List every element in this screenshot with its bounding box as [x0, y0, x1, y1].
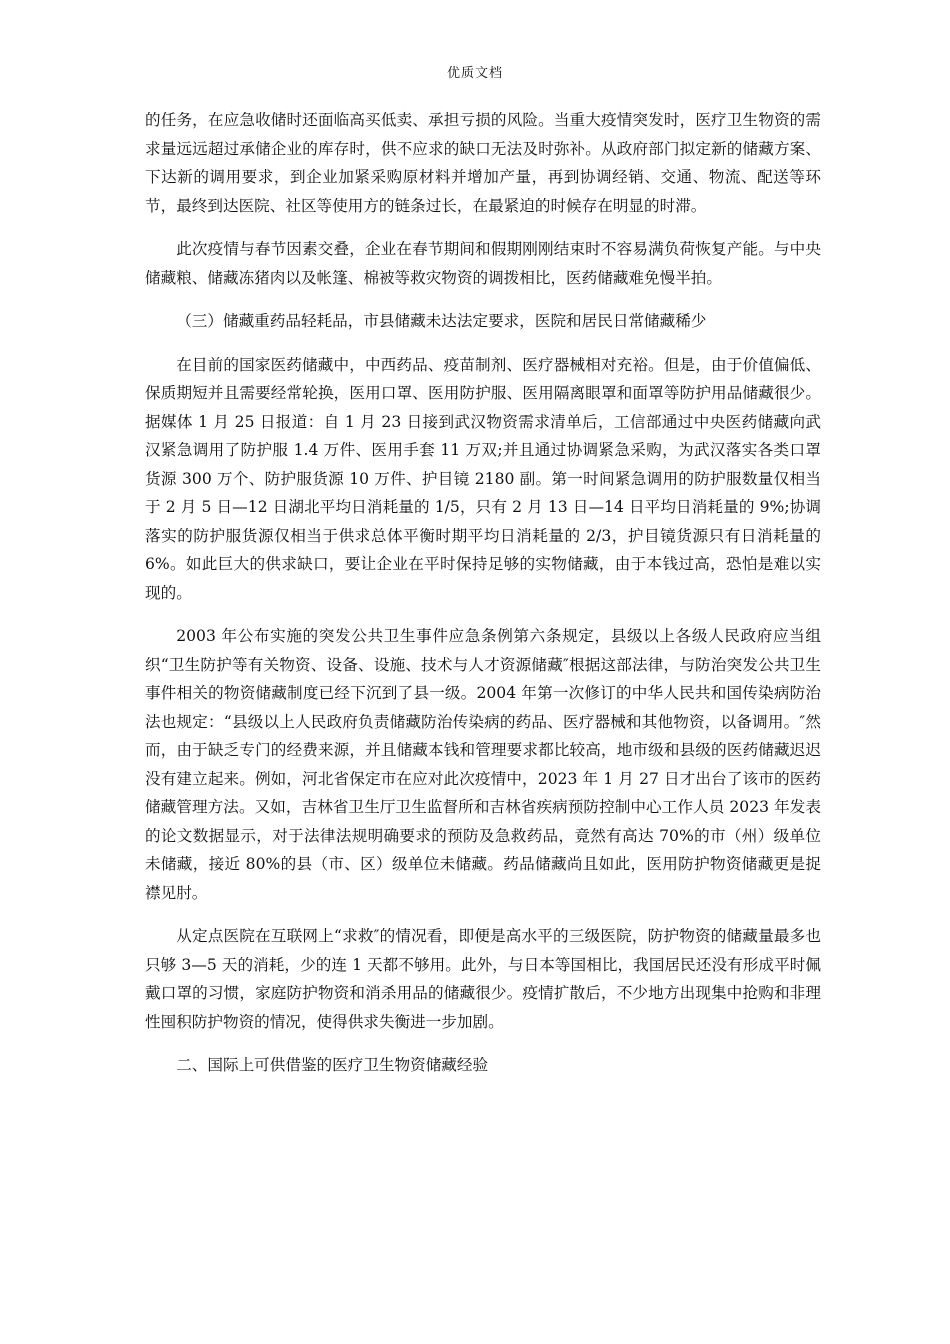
document-body — [145, 106, 821, 1095]
section-heading-2: 二、国际上可供借鉴的医疗卫生物资储藏经验 — [176, 1056, 489, 1074]
paragraph-spring-festival: 此次疫情与春节因素交叠，企业在春节期间和假期刚刚结束时不容易满负荷恢复产能。与中央储藏粮、储藏冻猪肉以及帐篷、棉被等救灾物资的调拨相比，医药储藏难免慢半拍。 — [145, 240, 821, 287]
paragraph-regulations: 2003 年公布实施的突发公共卫生事件应急条例第六条规定，县级以上各级人民政府应当组织“卫生防护等有关物资、设备、设施、技术与人才资源储藏″根据这部法律，与防治突发公共卫生事件相关的物资储藏制度已经下沉到了县一级。2004 年第一次修订的中华人民共和国传染病防治法也规定：“县级以上人民政府负责储藏防治传染病的药品、医疗器械和其他物资，以备调用。″然而，由于缺乏专门的经费来源，并且储藏本钱和管理要求都比较高，地市级和县级的医药储藏迟迟没有建立起来。例如，河北省保定市在应对此次疫情中，2023 年 1 月 27 日才出台了该市的医药储藏管理方法。又如，吉林省卫生厅卫生监督所和吉林省疾病预防控制中心工作人员 2023 年发表的论文数据显示，对于法律法规明确要求的预防及急救药品，竟然有高达 70%的市（州）级单位未储藏，接近 80%的县（市、区）级单位未储藏。药品储藏尚且如此，医用防护物资储藏更是捉襟见肘。 — [145, 627, 821, 902]
section-heading-3: （三）储藏重药品轻耗品，市县储藏未达法定要求，医院和居民日常储藏稀少 — [176, 312, 707, 330]
page-header: 优质文档 — [446, 66, 503, 81]
paragraph-national-reserve: 在目前的国家医药储藏中，中西药品、疫苗制剂、医疗器械相对充裕。但是，由于价值偏低、保质期短并且需要经常轮换，医用口罩、医用防护服、医用隔离眼罩和面罩等防护用品储藏很少。据媒体 1 月 25 日报道：自 1 月 23 日接到武汉物资需求清单后，工信部通过中央医药储藏向武汉紧急调用了防护服 1.4 万件、医用手套 11 万双;并且通过协调紧急采购，为武汉落实各类口罩货源 300 万个、防护服货源 10 万件、护目镜 2180 副。第一时间紧急调用的防护服数量仅相当于 2 月 5 日—12 日湖北平均日消耗量的 1/5，只有 2 月 13 日—14 日平均日消耗量的 9%;协调落实的防护服货源仅相当于供求总体平衡时期平均日消耗量的 2/3，护目镜货源只有日消耗量的 6%。如此巨大的供求缺口，要让企业在平时保持足够的实物储藏，由于本钱过高，恐怕是难以实现的。 — [145, 355, 821, 602]
paragraph-continuation: 的任务，在应急收储时还面临高买低卖、承担亏损的风险。当重大疫情突发时，医疗卫生物资的需求量远远超过承储企业的库存时，供不应求的缺口无法及时弥补。从政府部门拟定新的储藏方案、下达新的调用要求，到企业加紧采购原材料并增加产量，再到协调经销、交通、物流、配送等环节，最终到达医院、社区等使用方的链条过长，在最紧迫的时候存在明显的时滞。 — [145, 111, 821, 215]
paragraph-hospital-reserve: 从定点医院在互联网上“求救″的情况看，即便是高水平的三级医院，防护物资的储藏量最多也只够 3—5 天的消耗，少的连 1 天都不够用。此外，与日本等国相比，我国居民还没有形成平时佩戴口罩的习惯，家庭防护物资和消杀用品的储藏很少。疫情扩散后，不少地方出现集中抢购和非理性囤积防护物资的情况，使得供求失衡进一步加剧。 — [145, 927, 821, 1031]
